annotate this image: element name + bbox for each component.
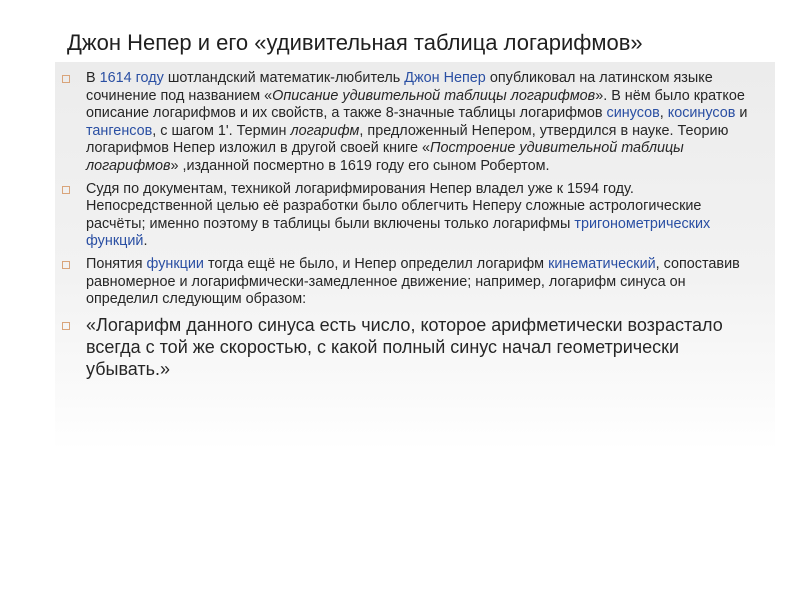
slide-body [62, 70, 752, 385]
slide-title: Джон Непер и его «удивительная таблица логарифмов» [67, 30, 643, 55]
link-kinematic[interactable]: кинематический [548, 255, 656, 272]
link-cosines[interactable]: косинусов [667, 105, 736, 122]
paragraph-1 [62, 70, 752, 176]
link-trig-functions[interactable]: тригонометрических функций [86, 215, 711, 250]
book-title-2: Построение удивительной таблицы логарифмов [86, 140, 684, 174]
link-sines[interactable]: синусов [606, 105, 660, 122]
text: » ,изданной посмертно в 1619 году его сыном Робертом. [170, 157, 550, 174]
text: Понятия [86, 255, 147, 272]
quote-text: «Логарифм данного синуса есть число, которое арифметически возрастало всегда с той же скоростью, с какой полный синус начал геометрически убывать.» [86, 314, 723, 379]
text: тогда ещё не было, и Непер определил логарифм [203, 255, 549, 272]
paragraph-4-quote [62, 314, 752, 380]
text: шотландский математик-любитель [163, 70, 405, 86]
text: . [143, 233, 148, 250]
text: опубликовал на латинском языке сочинение под названием « [86, 70, 713, 104]
paragraph-3 [62, 256, 752, 309]
text: В [86, 70, 100, 86]
square-bullet-icon [62, 75, 70, 83]
link-tangents[interactable]: тангенсов [86, 122, 153, 139]
text: , с шагом 1'. Термин [152, 122, 291, 139]
link-function[interactable]: функции [146, 255, 204, 272]
paragraph-2 [62, 181, 752, 251]
text: и [735, 105, 748, 122]
text: ». В нём было краткое описание логарифмов и их свойств, а также 8-значные таблицы логарифмов [86, 87, 745, 122]
link-napier[interactable]: Джон Непер [404, 70, 486, 86]
text: , предложенный Непером, утвердился в науке. Теорию логарифмов Непер изложил в другой своей книге « [86, 122, 729, 157]
square-bullet-icon [62, 261, 70, 269]
term-logarithm: логарифм [290, 122, 360, 139]
book-title-1: Описание удивительной таблицы логарифмов [272, 87, 596, 104]
link-1614[interactable]: 1614 году [99, 70, 164, 86]
text: , сопоставив равномерное и логарифмически-замедленное движение; например, логарифм синуса он определил следующим образом: [86, 255, 740, 308]
square-bullet-icon [62, 322, 70, 330]
text: , [659, 105, 668, 122]
square-bullet-icon [62, 186, 70, 194]
text: Судя по документам, техникой логарифмирования Непер владел уже к 1594 году. Непосредственной целью её разработки было облегчить Неперу сложные астрологические расчёты; именно поэтому в таблицы были включены только логарифмы [86, 180, 702, 232]
